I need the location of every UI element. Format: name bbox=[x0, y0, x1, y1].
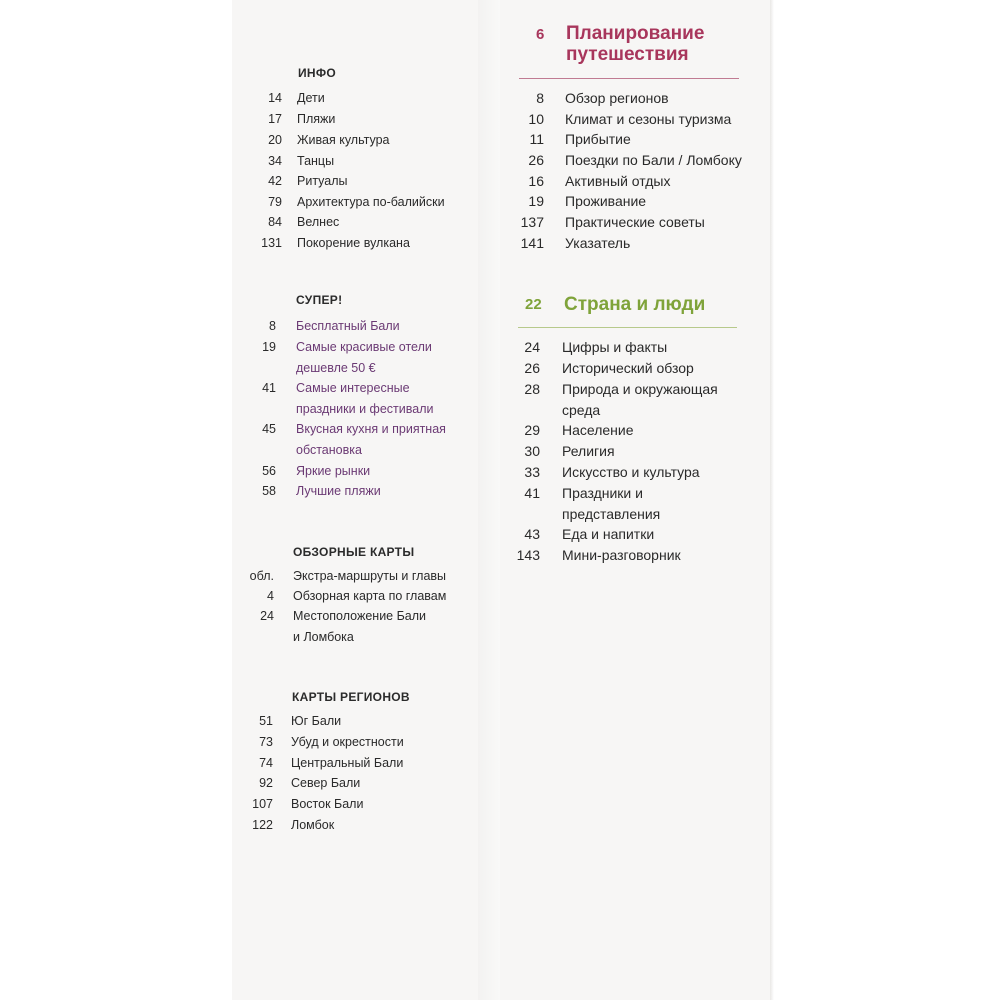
toc-page-number: 137 bbox=[520, 214, 544, 230]
toc-page-number: 131 bbox=[261, 236, 282, 250]
toc-entry-label[interactable]: Климат и сезоны туризма bbox=[565, 111, 732, 127]
toc-page-number: 51 bbox=[259, 714, 273, 728]
toc-entry-label[interactable]: Живая культура bbox=[297, 133, 390, 147]
toc-entry-label[interactable]: Восток Бали bbox=[291, 797, 364, 811]
toc-page-number: 11 bbox=[529, 131, 544, 147]
toc-page-number: 26 bbox=[524, 360, 540, 376]
toc-page-number: 33 bbox=[524, 464, 540, 480]
toc-page-number: обл. bbox=[249, 569, 274, 583]
toc-entry-label[interactable]: Еда и напитки bbox=[562, 526, 655, 542]
toc-entry-label[interactable]: Бесплатный Бали bbox=[296, 319, 400, 333]
toc-page-number: 24 bbox=[524, 339, 540, 355]
section-title-super: СУПЕР! bbox=[296, 293, 343, 307]
toc-entry-label-continued[interactable]: праздники и фестивали bbox=[296, 401, 434, 416]
toc-page-number: 30 bbox=[524, 443, 540, 459]
toc-page-number: 43 bbox=[524, 526, 540, 542]
toc-entry-label[interactable]: Обзор регионов bbox=[565, 90, 669, 106]
toc-entry-label[interactable]: Праздники и bbox=[562, 485, 643, 501]
section-title-region-maps: КАРТЫ РЕГИОНОВ bbox=[292, 690, 410, 704]
toc-entry-label[interactable]: Исторический обзор bbox=[562, 360, 694, 376]
toc-entry-label[interactable]: Пляжи bbox=[297, 112, 336, 126]
toc-page-number: 10 bbox=[528, 111, 544, 127]
toc-page-number: 19 bbox=[262, 340, 276, 354]
chapter-1-title[interactable]: Планирование bbox=[566, 23, 705, 44]
toc-page-number: 34 bbox=[268, 154, 282, 168]
toc-entry-label[interactable]: Ритуалы bbox=[297, 174, 348, 188]
chapter-2-number[interactable]: 22 bbox=[525, 296, 542, 313]
toc-entry-label[interactable]: Практические советы bbox=[565, 214, 705, 230]
toc-page-number: 41 bbox=[524, 485, 540, 501]
toc-page-number: 16 bbox=[528, 173, 544, 189]
toc-entry-label[interactable]: Указатель bbox=[565, 235, 631, 251]
section-title-info: ИНФО bbox=[298, 66, 337, 80]
toc-page-number: 26 bbox=[528, 152, 544, 168]
toc-entry-label[interactable]: Архитектура по-балийски bbox=[297, 195, 445, 209]
toc-page-number: 28 bbox=[524, 381, 540, 397]
toc-page-number: 8 bbox=[536, 90, 544, 106]
toc-entry-label[interactable]: Прибытие bbox=[565, 131, 631, 147]
toc-page-number: 107 bbox=[252, 797, 273, 811]
toc-page-number: 56 bbox=[262, 464, 276, 478]
toc-entry-label[interactable]: Вкусная кухня и приятная bbox=[296, 422, 446, 436]
toc-entry-label[interactable]: Юг Бали bbox=[291, 714, 342, 728]
toc-page-number: 45 bbox=[262, 422, 276, 436]
section-title-overview-maps: ОБЗОРНЫЕ КАРТЫ bbox=[293, 545, 415, 559]
toc-entry-label[interactable]: Покорение вулкана bbox=[297, 236, 410, 250]
toc-entry-label[interactable]: Местоположение Бали bbox=[293, 609, 427, 623]
toc-entry-label[interactable]: Центральный Бали bbox=[291, 756, 404, 770]
toc-page-number: 58 bbox=[262, 484, 276, 498]
toc-page-number: 74 bbox=[259, 756, 273, 770]
toc-entry-label[interactable]: Население bbox=[562, 422, 634, 438]
toc-entry-label[interactable]: Религия bbox=[562, 443, 615, 459]
toc-entry-label[interactable]: Цифры и факты bbox=[562, 339, 668, 355]
toc-entry-label[interactable]: Север Бали bbox=[291, 776, 361, 790]
toc-entry-label[interactable]: Самые красивые отели bbox=[296, 340, 432, 354]
toc-entry-label[interactable]: Проживание bbox=[565, 193, 647, 209]
page-edge bbox=[770, 0, 774, 1000]
toc-entry-label[interactable]: Активный отдых bbox=[565, 173, 671, 189]
toc-entry-label[interactable]: Танцы bbox=[297, 154, 335, 168]
toc-page-number: 8 bbox=[269, 319, 276, 333]
toc-entry-label-continued[interactable]: дешевле 50 € bbox=[296, 360, 376, 375]
toc-page-number: 20 bbox=[268, 133, 282, 147]
toc-page-number: 4 bbox=[267, 589, 274, 603]
toc-page-number: 84 bbox=[268, 215, 282, 229]
toc-page-number: 24 bbox=[260, 609, 274, 623]
toc-page-number: 79 bbox=[268, 195, 282, 209]
toc-page-number: 14 bbox=[268, 91, 282, 105]
toc-entry-label[interactable]: Убуд и окрестности bbox=[291, 735, 404, 749]
toc-page-number: 19 bbox=[528, 193, 544, 209]
toc-page-number: 29 bbox=[524, 422, 540, 438]
chapter-1-divider bbox=[519, 78, 739, 79]
toc-entry-label[interactable]: Велнес bbox=[297, 215, 340, 229]
toc-entry-label[interactable]: Мини-разговорник bbox=[562, 547, 681, 563]
toc-page-number: 41 bbox=[262, 381, 276, 395]
toc-page-number: 17 bbox=[268, 112, 282, 126]
toc-entry-label[interactable]: Обзорная карта по главам bbox=[293, 589, 447, 603]
toc-entry-label[interactable]: Экстра-маршруты и главы bbox=[293, 569, 447, 583]
toc-entry-label-continued[interactable]: представления bbox=[562, 505, 661, 522]
toc-entry-label[interactable]: Лучшие пляжи bbox=[296, 484, 381, 498]
chapter-2-title[interactable]: Страна и люди bbox=[564, 294, 706, 315]
toc-page-number: 122 bbox=[252, 818, 273, 832]
toc-entry-label[interactable]: Дети bbox=[297, 91, 325, 105]
toc-page-number: 143 bbox=[516, 547, 540, 563]
scan-background bbox=[0, 0, 232, 1000]
toc-entry-label[interactable]: Самые интересные bbox=[296, 381, 410, 395]
chapter-1-number[interactable]: 6 bbox=[536, 26, 545, 43]
toc-entry-label[interactable]: Поездки по Бали / Ломбоку bbox=[565, 152, 742, 168]
toc-entry-label[interactable]: Искусство и культура bbox=[562, 464, 700, 480]
toc-entry-label-continued[interactable]: обстановка bbox=[296, 442, 362, 457]
chapter-2-divider bbox=[518, 327, 737, 328]
toc-page-number: 141 bbox=[520, 235, 544, 251]
toc-entry-label[interactable]: Ломбок bbox=[291, 818, 335, 832]
toc-entry-label[interactable]: Яркие рынки bbox=[296, 464, 371, 478]
toc-page-number: 73 bbox=[259, 735, 273, 749]
chapter-1-title-continued[interactable]: путешествия bbox=[566, 44, 689, 65]
toc-entry-label-continued[interactable]: среда bbox=[562, 401, 601, 418]
toc-page-number: 92 bbox=[259, 776, 273, 790]
toc-page-number: 42 bbox=[268, 174, 282, 188]
toc-entry-label-continued[interactable]: и Ломбока bbox=[293, 629, 354, 644]
toc-entry-label[interactable]: Природа и окружающая bbox=[562, 381, 718, 397]
